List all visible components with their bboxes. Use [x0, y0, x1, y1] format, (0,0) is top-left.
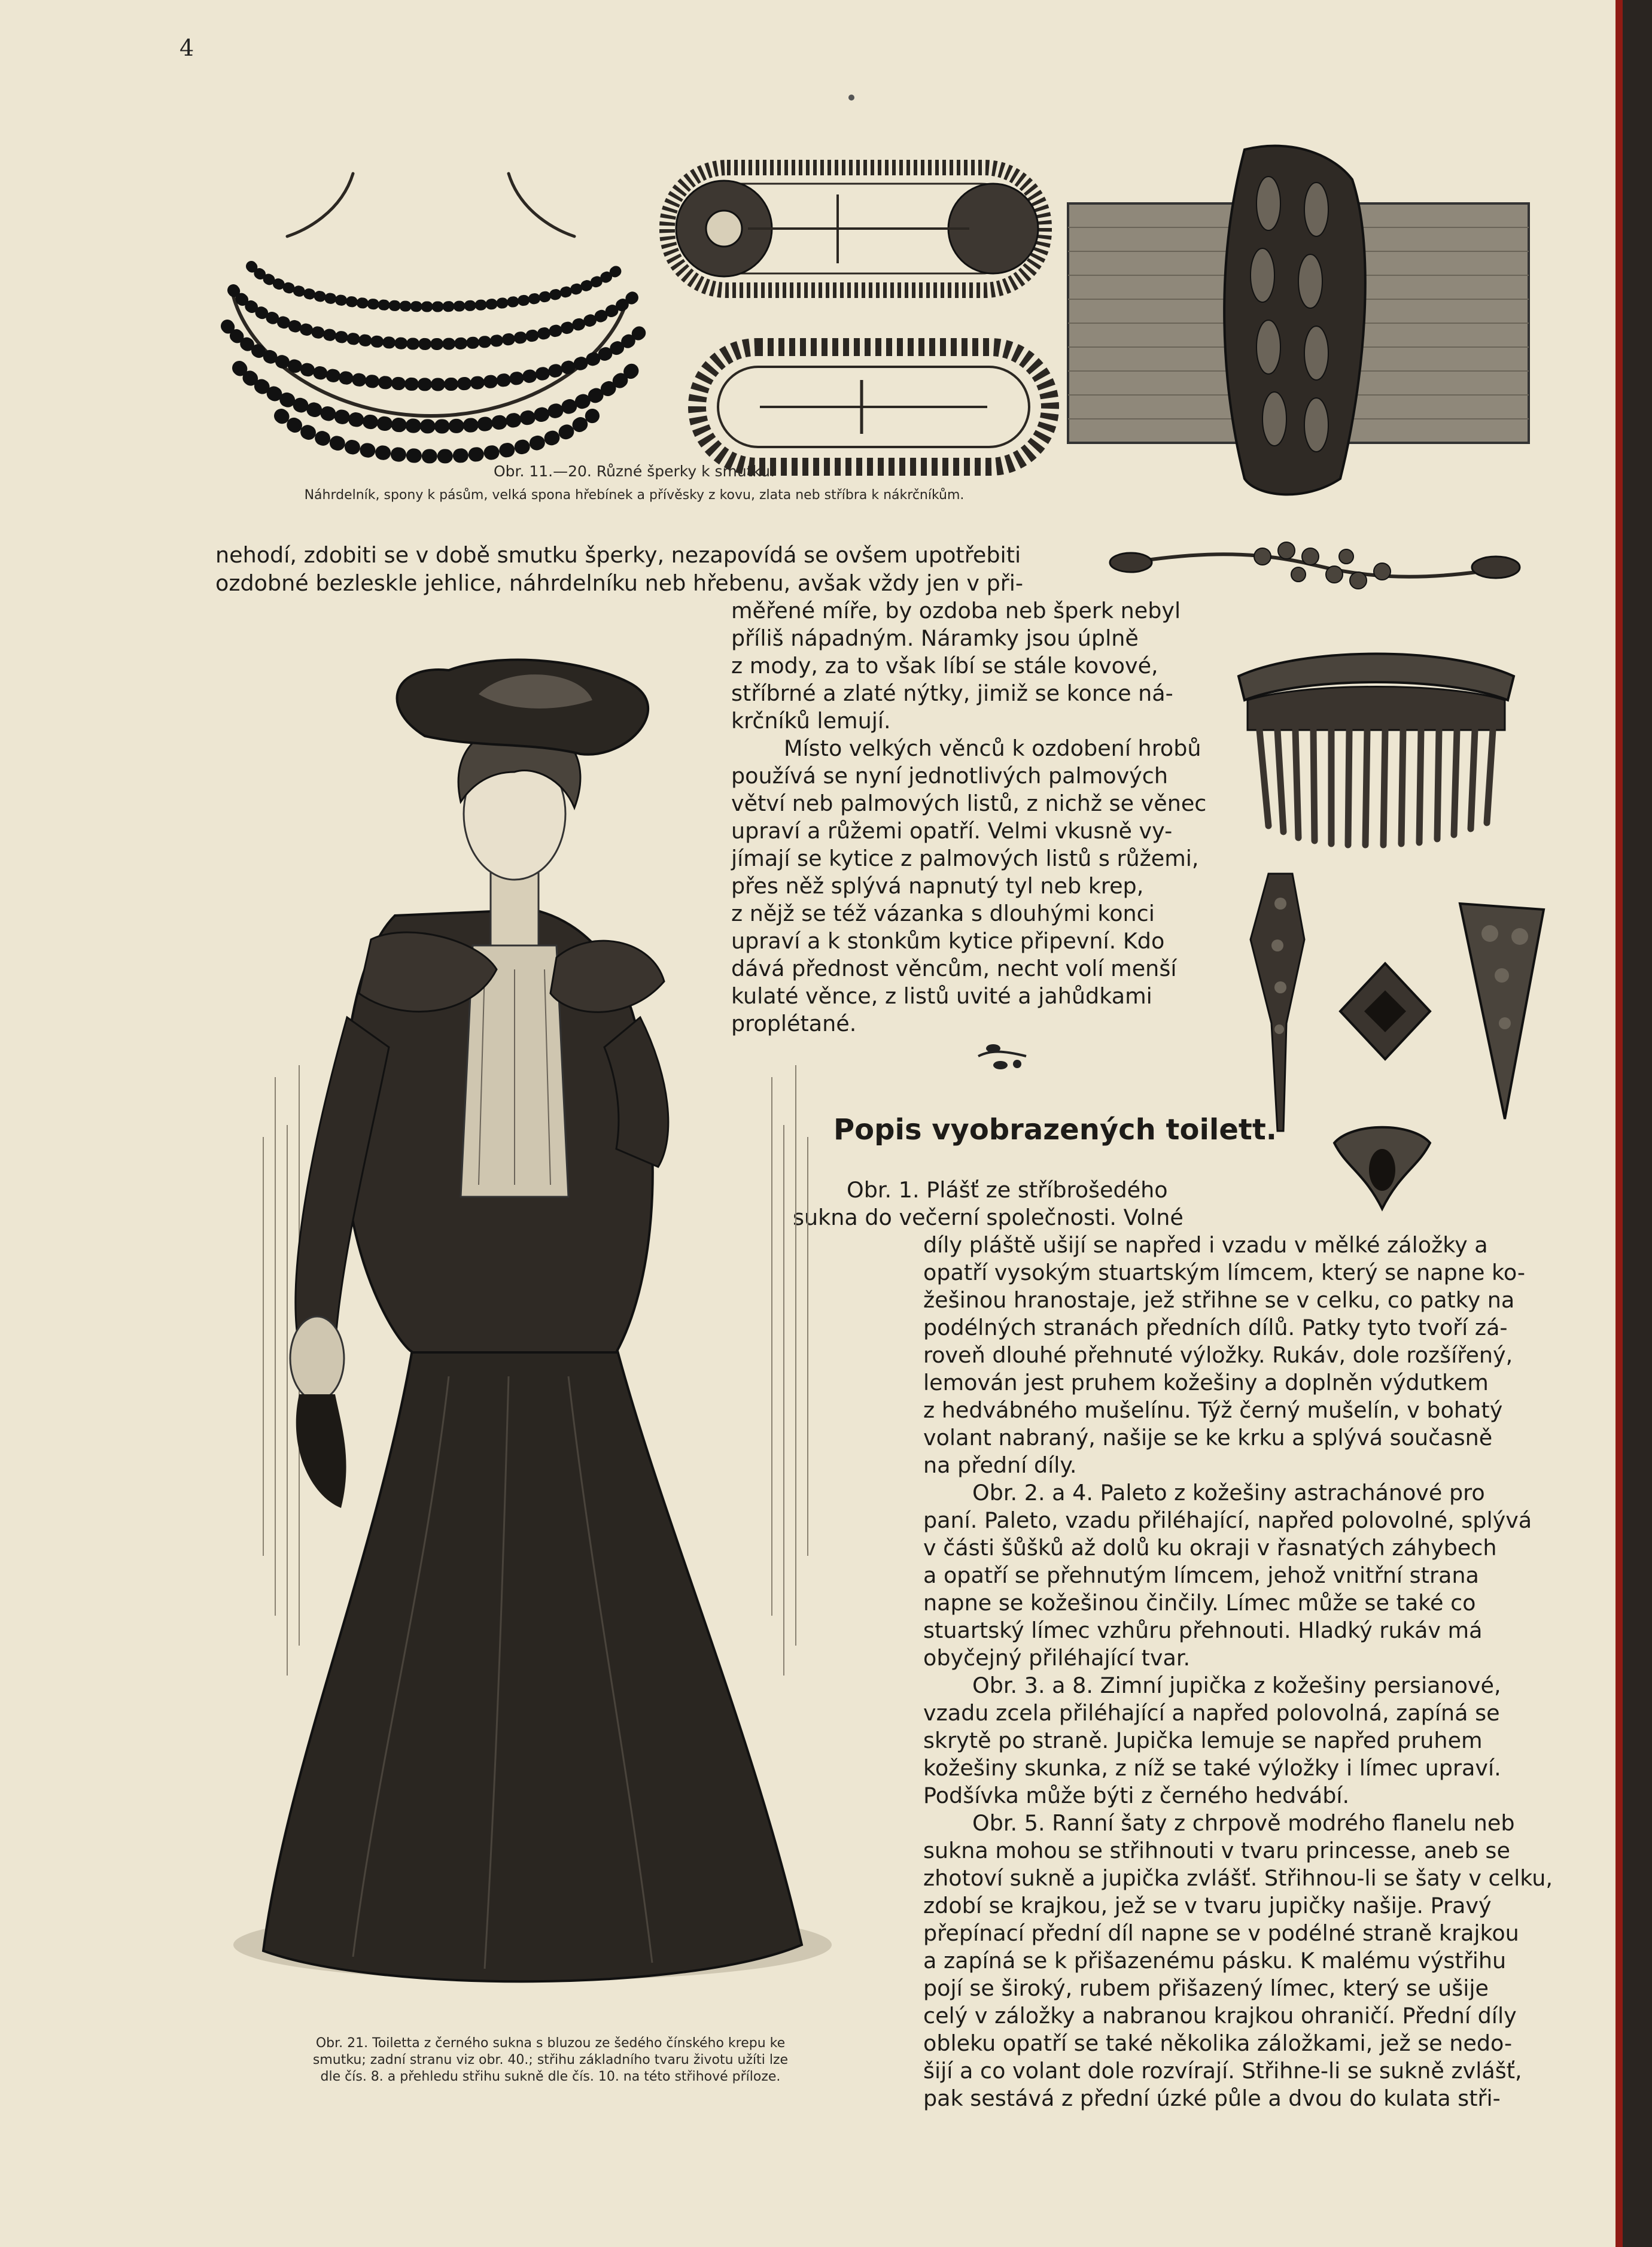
desc-line-16: napne se kožešinou činčily. Límec může se také co	[923, 1590, 1476, 1616]
intro-line-16: dává přednost věncům, necht volí menší	[731, 956, 1177, 981]
jewelry-caption-text: Náhrdelník, spony k pásům, velká spona hřebínek a přívěsky z kovu, zlata neb stříbra k nákrčníkům.	[304, 488, 965, 503]
desc-line-22: kožešiny skunka, z níž se také výložky i límec upraví.	[923, 1755, 1501, 1781]
toilette-caption-line-1: Obr. 21. Toiletta z černého sukna s bluzou ze šedého čínského krepu ke	[315, 2036, 786, 2051]
belt-buckle-bottom-illustration	[688, 338, 1059, 476]
hat-pin-illustration	[1107, 539, 1526, 592]
desc-line-6: podélných stranách předních dílů. Patky tyto tvoří zá-	[923, 1315, 1508, 1340]
intro-line-6: stříbrné a zlaté nýtky, jimiž se konce ná-	[731, 680, 1173, 706]
intro-line-7: krčníků lemují.	[731, 708, 891, 734]
desc-line-21: skrytě po straně. Jupička lemuje se napřed pruhem	[923, 1728, 1483, 1753]
intro-line-8: Místo velkých věnců k ozdobení hrobů	[784, 735, 1201, 761]
intro-line-5: z mody, za to však líbí se stále kovové,	[731, 653, 1158, 679]
intro-line-9: používá se nyní jednotlivých palmových	[731, 763, 1168, 789]
desc-line-17: stuartský límec vzhůru přehnouti. Hladký rukáv má	[923, 1617, 1483, 1643]
intro-line-1: nehodí, zdobiti se v době smutku šperky, nezapovídá se ovšem upotřebiti	[215, 542, 1021, 568]
desc-line-19: Obr. 3. a 8. Zimní jupička z kožešiny persianové,	[972, 1673, 1501, 1698]
toilette-caption-line-2: smutku; zadní stranu viz obr. 40.; střihu základního tvaru životu užíti lze	[312, 2053, 789, 2067]
pendant-triangle-illustration	[1454, 898, 1550, 1125]
intro-line-14: z nějž se též vázanka s dlouhými konci	[731, 901, 1155, 926]
floral-ornament-icon	[975, 1035, 1029, 1077]
desc-line-32: obleku opatří se také několika záložkami, jež se nedo-	[923, 2030, 1513, 2056]
intro-line-4: příliš nápadným. Náramky jsou úplně	[731, 625, 1139, 651]
intro-line-11: upraví a růžemi opatří. Velmi vkusně vy-	[731, 818, 1173, 844]
intro-line-13: přes něž splývá napnutý tyl neb krep,	[731, 873, 1144, 899]
desc-line-27: zdobí se krajkou, jež se v tvaru jupičky našije. Pravý	[923, 1893, 1492, 1918]
intro-line-3: měřené míře, by ozdoba neb šperk nebyl	[731, 598, 1181, 624]
toilette-illustration	[197, 658, 856, 2023]
desc-line-24: Obr. 5. Ranní šaty z chrpově modrého flanelu neb	[972, 1810, 1515, 1836]
desc-line-34: pak sestává z přední úzké půle a dvou do kulata stři-	[923, 2085, 1501, 2111]
desc-line-33: šijí a co volant dole rozvírají. Střihne-li se sukně zvlášť,	[923, 2058, 1522, 2084]
desc-line-12: Obr. 2. a 4. Paleto z kožešiny astrachánové pro	[972, 1480, 1485, 1506]
desc-line-10: volant nabraný, našije se ke krku a splývá současně	[923, 1425, 1493, 1451]
desc-line-18: obyčejný přiléhající tvar.	[923, 1645, 1191, 1671]
desc-line-15: a opatří se přehnutým límcem, jehož vnitřní strana	[923, 1562, 1479, 1588]
print-dot	[848, 95, 854, 101]
intro-line-10: větví neb palmových listů, z nichž se věnec	[731, 790, 1207, 816]
desc-line-30: pojí se široký, rubem přišazený límec, který se ušije	[923, 1975, 1489, 2001]
pendant-long-illustration	[1239, 868, 1316, 1143]
desc-line-28: přepínací přední díl napne se v podélné straně krajkou	[923, 1920, 1519, 1946]
desc-line-20: vzadu zcela přiléhající a napřed polovolná, zapíná se	[923, 1700, 1500, 1726]
desc-line-23: Podšívka může býti z černého hedvábí.	[923, 1783, 1350, 1808]
desc-line-2: sukna do večerní společnosti. Volné	[793, 1205, 1184, 1230]
book-edge-red-strip	[1616, 0, 1623, 2247]
intro-line-12: jímají se kytice z palmových listů s růžemi,	[731, 846, 1199, 871]
desc-line-7: roveň dlouhé přehnuté výložky. Rukáv, dole rozšířený,	[923, 1342, 1513, 1368]
desc-line-4: opatří vysokým stuartským límcem, který se napne ko-	[923, 1260, 1526, 1285]
intro-line-2: ozdobné bezleskle jehlice, náhrdelníku neb hřebenu, avšak vždy jen v při-	[215, 570, 1024, 596]
large-clasp-illustration	[1065, 144, 1532, 497]
desc-line-14: v části šůšků až dolů ku okraji v řasnatých záhybech	[923, 1535, 1497, 1561]
comb-illustration	[1233, 652, 1520, 850]
desc-line-25: sukna mohou se střihnouti v tvaru princesse, aneb se	[923, 1838, 1510, 1863]
desc-line-8: lemován jest pruhem kožešiny a doplněn výdutkem	[923, 1370, 1489, 1395]
page-number: 4	[180, 35, 194, 61]
section-heading: Popis vyobrazených toilett.	[833, 1113, 1277, 1147]
jewelry-caption-title: Obr. 11.—20. Různé šperky k smutku.	[493, 463, 775, 480]
intro-line-17: kulaté věnce, z listů uvité a jahůdkami	[731, 983, 1152, 1009]
belt-buckle-top-illustration	[658, 159, 1053, 299]
desc-line-31: celý v záložky a nabranou krajkou ohraničí. Přední díly	[923, 2003, 1517, 2029]
desc-line-13: paní. Paleto, vzadu přiléhající, napřed polovolné, splývá	[923, 1507, 1532, 1533]
desc-line-29: a zapíná se k přišazenému pásku. K malému výstřihu	[923, 1948, 1507, 1974]
desc-line-9: z hedvábného mušelínu. Týž černý mušelín, v bohatý	[923, 1397, 1503, 1423]
desc-line-11: na přední díly.	[923, 1452, 1077, 1478]
desc-line-5: žešinou hranostaje, jež střihne se v celku, co patky na	[923, 1287, 1515, 1313]
toilette-caption-line-3: dle čís. 8. a přehledu střihu sukně dle čís. 10. na této střihové příloze.	[320, 2069, 781, 2084]
desc-line-26: zhotoví sukně a jupička zvlášť. Střihnou-li se šaty v celku,	[923, 1865, 1553, 1891]
intro-line-18: proplétané.	[731, 1011, 857, 1036]
intro-line-15: upraví a k stonkům kytice připevní. Kdo	[731, 928, 1165, 954]
desc-line-1: Obr. 1. Plášť ze stříbrošedého	[847, 1177, 1168, 1203]
pendant-diamond-illustration	[1334, 957, 1436, 1065]
necklace-illustration	[215, 165, 658, 476]
desc-line-3: díly pláště ušijí se napřed i vzadu v mělké záložky a	[923, 1232, 1488, 1258]
pendant-bow-illustration	[1328, 1125, 1436, 1215]
